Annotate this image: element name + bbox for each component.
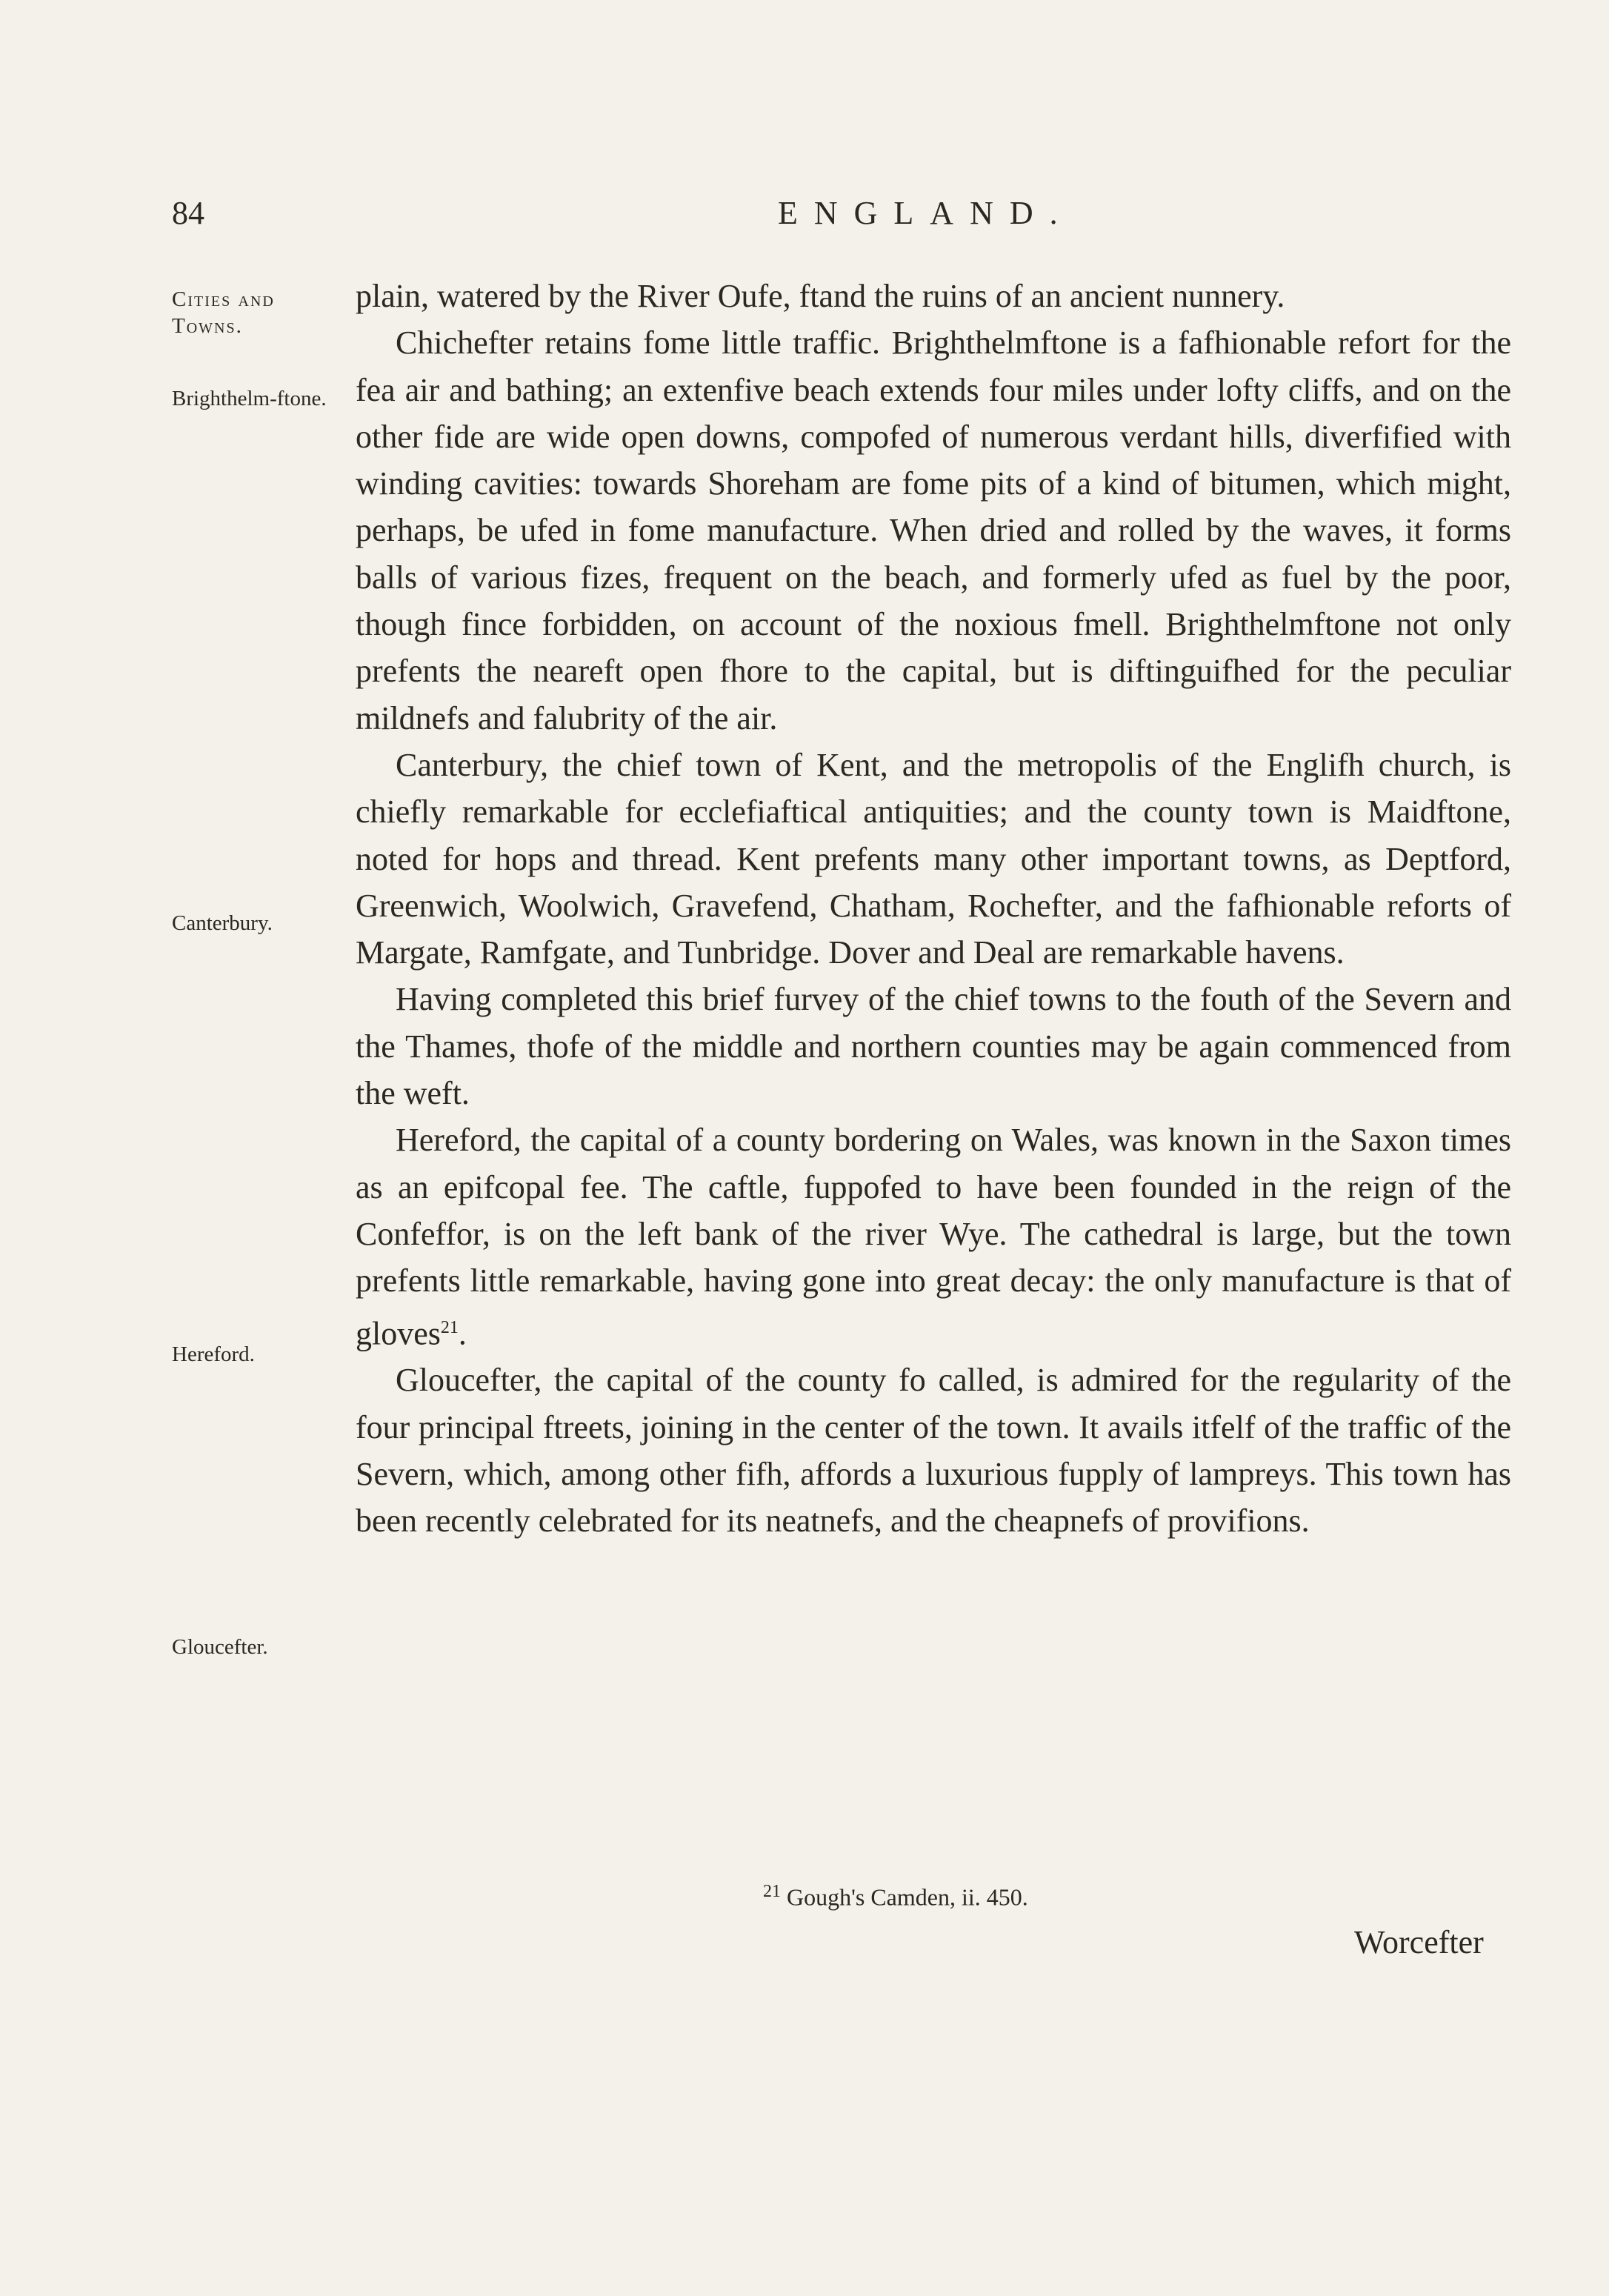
footnote-text: Gough's Camden, ii. 450. <box>787 1883 1028 1911</box>
footnote-number: 21 <box>763 1882 781 1901</box>
margin-note-gloucester: Gloucefter. <box>172 1635 268 1659</box>
paragraph-survey: Having completed this brief furvey of the chief towns to the fouth of the Severn and the Thames, thofe of the middle and northern counties may be again commenced from the weft. <box>356 981 1511 1112</box>
body-text <box>356 273 1511 1545</box>
catchword: Worcefter <box>1354 1924 1484 1960</box>
margin-note-brighton: Brighthelm-ftone. <box>172 387 327 410</box>
footnote-reference: 21 <box>440 1317 459 1337</box>
footnote <box>763 1882 1028 1911</box>
page-number: 84 <box>172 195 204 231</box>
hereford-end: . <box>458 1315 467 1352</box>
running-head: ENGLAND. <box>778 195 1074 231</box>
paragraph-gloucester: Gloucefter, the capital of the county fo called, is admired for the regularity of the four principal ftreets, joining in the center of the town. It avails itfelf of the traffic of the Severn, which, among other fifh, affords a luxurious fupply of lampreys. This town has been recently celebrated for its neatnefs, and the cheapnefs of provifions. <box>356 1362 1511 1540</box>
paragraph-continuation: plain, watered by the River Oufe, ftand the ruins of an ancient nunnery. <box>356 278 1285 314</box>
paragraph-hereford <box>356 1117 1511 1357</box>
paragraph-brighton: Chichefter retains fome little traffic. Brighthelmftone is a fafhionable refort for the fea air and bathing; an extenfive beach extends four miles under lofty cliffs, and on the other fide are wide open downs, compofed of numerous verdant hills, diverfified with winding cavities: towards Shoreham are fome pits of a kind of bitumen, which might, perhaps, be ufed in fome manufacture. When dried and rolled by the waves, it forms balls of various fizes, frequent on the beach, and formerly ufed as fuel by the poor, though fince forbidden, on account of the noxious fmell. Brighthelmftone not only prefents the neareft open fhore to the capital, but is diftinguifhed for the peculiar mildnefs and falubrity of the air. <box>356 325 1511 736</box>
hereford-text: Hereford, the capital of a county bordering on Wales, was known in the Saxon times as an epifcopal fee. The caftle, fuppofed to have been founded in the reign of the Confeffor, is on the left bank of the river Wye. The cathedral is large, but the town prefents little remarkable, having gone into great decay: the only manufacture is that of gloves <box>356 1122 1511 1352</box>
margin-note-canterbury: Canterbury. <box>172 911 273 935</box>
paragraph-canterbury: Canterbury, the chief town of Kent, and the metropolis of the Englifh church, is chiefly remarkable for ecclefiaftical antiquities; and the county town is Maidftone, noted for hops and thread. Kent prefents many other important towns, as Deptford, Greenwich, Woolwich, Gravefend, Chatham, Rochefter, and the fafhionable reforts of Margate, Ramfgate, and Tunbridge. Dover and Deal are remarkable havens. <box>356 746 1511 971</box>
margin-note-hereford: Hereford. <box>172 1342 255 1366</box>
margin-note-cities: Cities and Towns. <box>172 287 275 338</box>
